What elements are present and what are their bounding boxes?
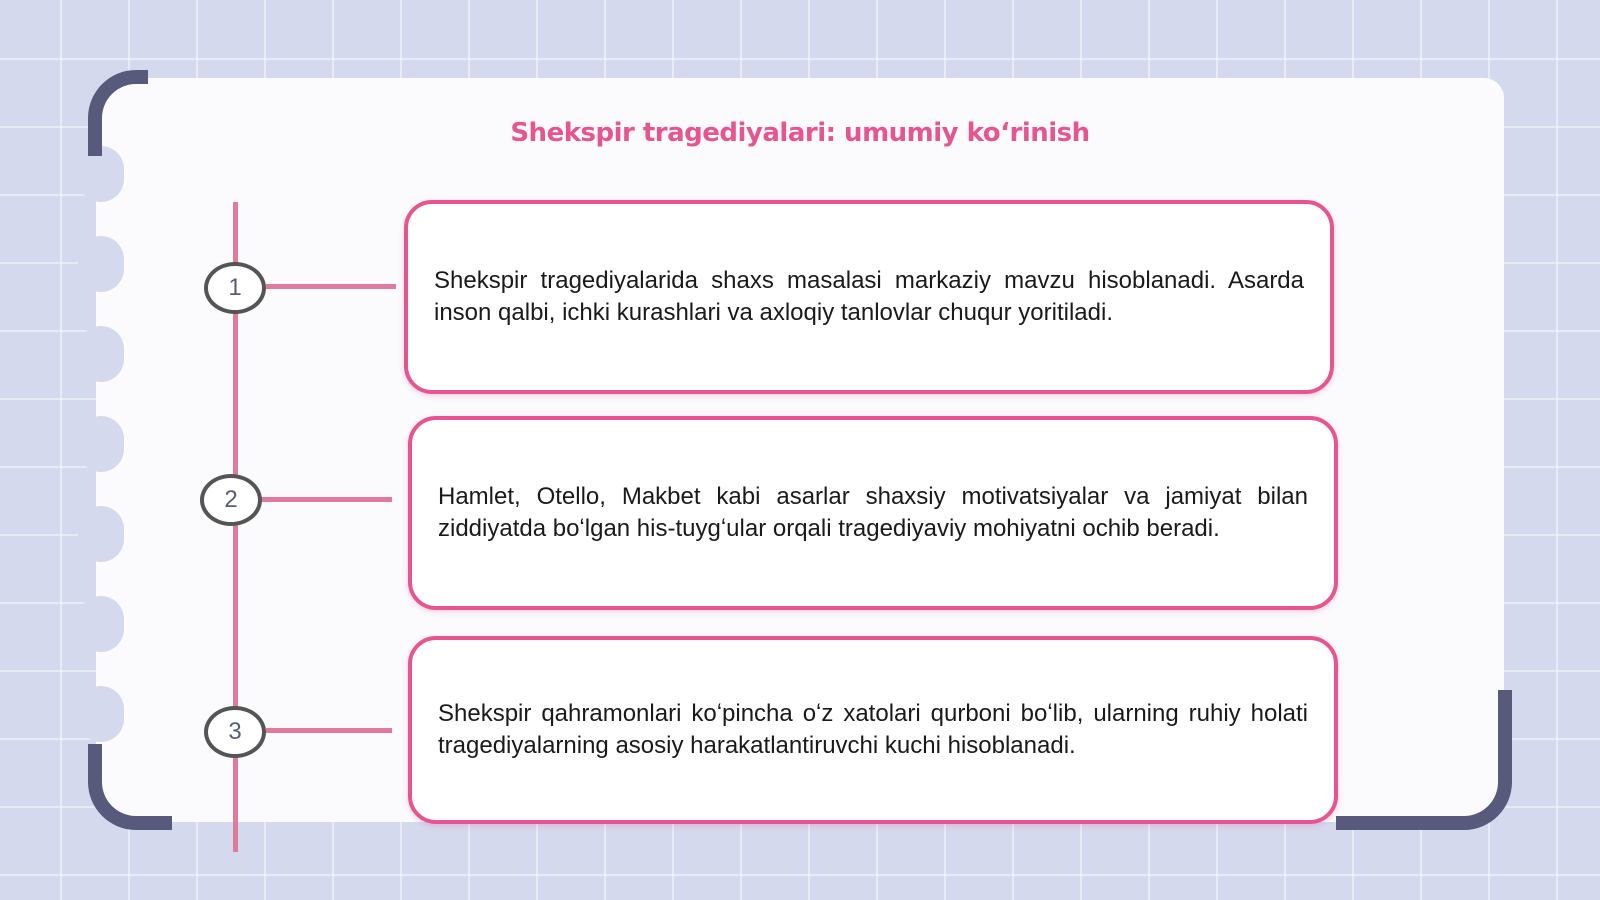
step-box-3 bbox=[408, 636, 1338, 824]
step-connector bbox=[266, 728, 392, 733]
step-box-1 bbox=[404, 200, 1334, 394]
step-text-3: Shekspir qahramonlari koʻpincha oʻz xatolari qurboni boʻlib, ularning ruhiy holati tragediyalarning asosiy harakatlantiruvchi kuchi hisoblanadi. bbox=[438, 700, 1308, 759]
notch-decoration bbox=[78, 686, 124, 742]
step-number-2: 2 bbox=[200, 474, 262, 526]
notch-decoration bbox=[78, 326, 124, 382]
slide-title: Shekspir tragediyalari: umumiy koʻrinish bbox=[510, 118, 1090, 148]
step-connector bbox=[266, 284, 396, 289]
notch-decoration bbox=[78, 596, 124, 652]
step-text-1: Shekspir tragediyalarida shaxs masalasi markaziy mavzu hisoblanadi. Asarda inson qalbi, ichki kurashlari va axloqiy tanlovlar chuqur yoritiladi. bbox=[434, 267, 1304, 326]
notch-decoration bbox=[78, 506, 124, 562]
notch-decoration bbox=[78, 236, 124, 292]
frame-corner-bottom-left bbox=[88, 744, 172, 830]
frame-corner-top-left bbox=[88, 70, 148, 156]
step-text-2: Hamlet, Otello, Makbet kabi asarlar shaxsiy motivatsiyalar va jamiyat bilan ziddiyatda boʻlgan his-tuygʻular orqali tragediyaviy mohiyatni ochib beradi. bbox=[438, 483, 1308, 542]
frame-corner-bottom-right bbox=[1336, 690, 1512, 830]
step-number-1: 1 bbox=[204, 262, 266, 314]
step-connector bbox=[262, 497, 392, 502]
step-number-3: 3 bbox=[204, 706, 266, 758]
notch-decoration bbox=[78, 416, 124, 472]
step-box-2 bbox=[408, 416, 1338, 610]
